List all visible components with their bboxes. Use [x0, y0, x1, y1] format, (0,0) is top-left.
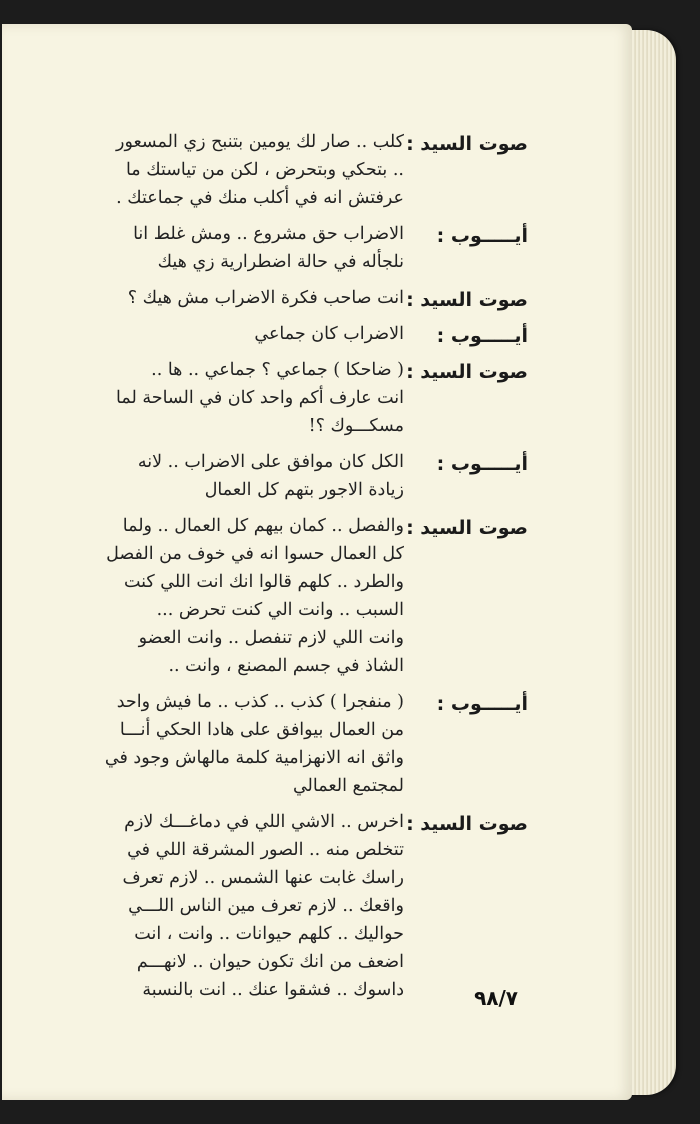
dialogue-entry	[46, 356, 528, 440]
book-page	[2, 24, 632, 1100]
dialogue-line: انت صاحب فكرة الاضراب مش هيك ؟	[127, 288, 404, 308]
dialogue-line: اخرس .. الاشي اللي في دماغـــك لازم تتخلص منه .. الصور المشرقة اللي في راسك غابت عنها الشمس .. لازم تعرف واقعك .. لازم تعرف مين الناس اللـــي حواليك .. كلهم حيوانات .. وانت ، انت اضعف من انك تكون حيوان .. لانهـــم داسوك .. فشقوا عنك .. انت بالنسبة	[122, 812, 404, 1000]
speaker-name: صوت السيد :	[406, 361, 528, 383]
speaker-name: صوت السيد :	[406, 289, 528, 311]
dialogue-line: والفصل .. كمان بيهم كل العمال .. ولما كل العمال حسوا انه في خوف من الفصل والطرد .. كلهم قالوا انك انت اللي كنت السبب .. وانت الي كنت تحرض ... وانت اللي لازم تنفصل .. وانت العضو الشاذ في جسم المصنع ، وانت ..	[106, 516, 404, 676]
dialogue-line: ( ضاحكا ) جماعي ؟ جماعي .. ها .. انت عارف أكم واحد كان في الساحة لما مسكـــوك ؟!	[116, 360, 404, 436]
dialogue-line: ( منفجرا ) كذب .. كذب .. ما فيش واحد من العمال بيوافق على هادا الحكي أنـــا واثق انه الانهزامية كلمة مالهاش وجود في لمجتمع العمالي	[104, 692, 404, 796]
speaker-name: صوت السيد :	[406, 517, 528, 539]
dialogue-entry	[46, 688, 528, 800]
dialogue-block	[46, 128, 528, 1012]
speaker-name: أيـــــوب :	[436, 453, 528, 475]
dialogue-line: الاضراب كان جماعي	[254, 324, 404, 344]
dialogue-entry	[46, 284, 528, 312]
dialogue-entry	[46, 448, 528, 504]
speaker-name: صوت السيد :	[406, 133, 528, 155]
dialogue-line: الكل كان موافق على الاضراب .. لانه زيادة الاجور بتهم كل العمال	[137, 452, 404, 500]
dialogue-entry	[46, 320, 528, 348]
page-number: ٩٨/٧	[474, 986, 518, 1010]
speaker-name: أيـــــوب :	[436, 693, 528, 715]
dialogue-entry	[46, 220, 528, 276]
dialogue-entry	[46, 808, 528, 1004]
dialogue-line: الاضراب حق مشروع .. ومش غلط انا نلجأله في حالة اضطرارية زي هيك	[133, 224, 404, 272]
speaker-name: أيـــــوب :	[436, 325, 528, 347]
dialogue-entry	[46, 512, 528, 680]
speaker-name: صوت السيد :	[406, 813, 528, 835]
speaker-name: أيـــــوب :	[436, 225, 528, 247]
dialogue-line: كلب .. صار لك يومين بتنبح زي المسعور .. بتحكي وبتحرض ، لكن من تياستك ما عرفتش انه في أكلب منك في جماعتك .	[116, 132, 404, 208]
dialogue-entry	[46, 128, 528, 212]
